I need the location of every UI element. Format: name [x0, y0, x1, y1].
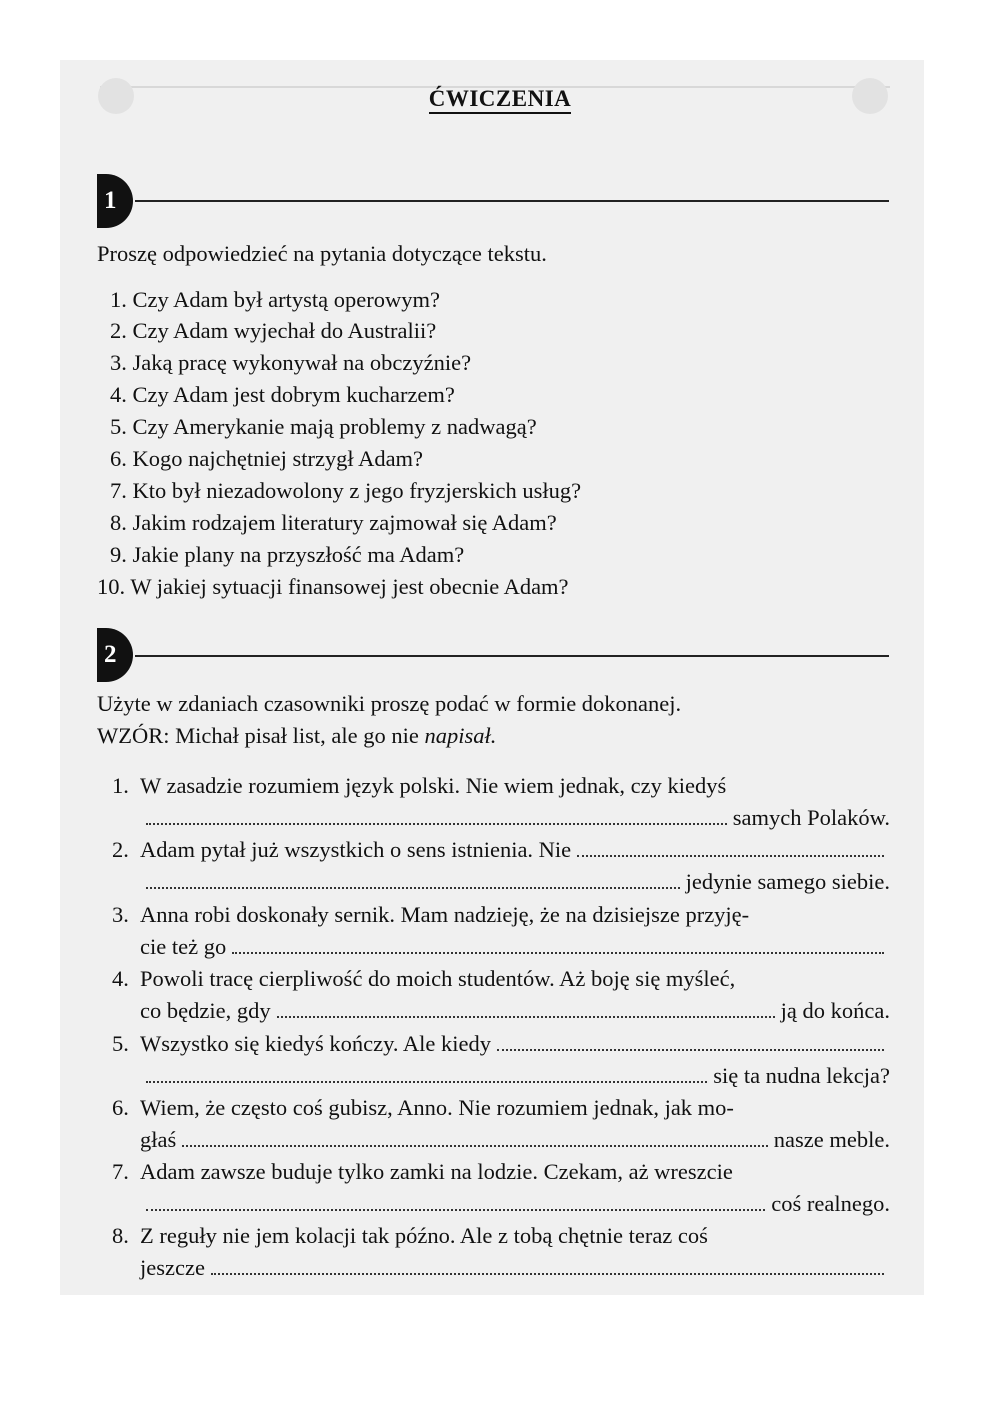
exercise-item-3: 3. Anna robi doskonały sernik. Mam nadzieję, że na dzisiejsze przyję- cie też go [112, 899, 890, 963]
example-answer: napisał. [424, 723, 497, 748]
answer-blank[interactable] [577, 835, 884, 857]
exercise-1-badge: 1 [97, 174, 133, 228]
question-7: 7. Kto był niezadowolony z jego fryzjerskich usług? [110, 478, 582, 503]
exercise-item-1: 1. W zasadzie rozumiem język polski. Nie wiem jednak, czy kiedyś samych Polaków. [112, 773, 890, 830]
answer-blank[interactable] [277, 996, 775, 1018]
answer-blank[interactable] [146, 867, 680, 889]
question-1: 1. Czy Adam był artystą operowym? [110, 287, 440, 312]
exercise-2-rule [135, 655, 889, 657]
question-8: 8. Jakim rodzajem literatury zajmował się Adam? [110, 510, 557, 535]
question-3: 3. Jaką pracę wykonywał na obczyźnie? [110, 350, 472, 375]
question-2: 2. Czy Adam wyjechał do Australii? [110, 318, 437, 343]
question-10: 10. W jakiej sytuacji finansowej jest obecnie Adam? [97, 574, 569, 599]
answer-blank[interactable] [211, 1253, 884, 1275]
exercise-item-4: 4. Powoli tracę cierpliwość do moich studentów. Aż boję się myśleć, co będzie, gdy ją do końca. [112, 966, 890, 1023]
exercise-2-instruction: Użyte w zdaniach czasowniki proszę podać w formie dokonanej. [97, 691, 682, 716]
answer-blank[interactable] [232, 932, 884, 954]
answer-blank[interactable] [146, 1189, 765, 1211]
answer-blank[interactable] [182, 1125, 768, 1147]
answer-blank[interactable] [146, 803, 727, 825]
exercise-item-5: 5. Wszystko się kiedyś kończy. Ale kiedy się ta nudna lekcja? [112, 1031, 890, 1088]
exercise-2-example: WZÓR: Michał pisał list, ale go nie napisał. [97, 723, 497, 748]
exercise-item-7: 7. Adam zawsze buduje tylko zamki na lodzie. Czekam, aż wreszcie coś realnego. [112, 1159, 890, 1216]
page-title: ĆWICZENIA [0, 86, 1000, 112]
question-9: 9. Jakie plany na przyszłość ma Adam? [110, 542, 465, 567]
question-4: 4. Czy Adam jest dobrym kucharzem? [110, 382, 455, 407]
question-5: 5. Czy Amerykanie mają problemy z nadwagą? [110, 414, 537, 439]
exercise-item-6: 6. Wiem, że często coś gubisz, Anno. Nie rozumiem jednak, jak mo- głaś nasze meble. [112, 1095, 890, 1152]
exercise-1-instruction: Proszę odpowiedzieć na pytania dotyczące tekstu. [97, 241, 547, 266]
exercise-item-8: 8. Z reguły nie jem kolacji tak późno. Ale z tobą chętnie teraz coś jeszcze [112, 1220, 890, 1284]
question-6: 6. Kogo najchętniej strzygł Adam? [110, 446, 424, 471]
answer-blank[interactable] [146, 1061, 707, 1083]
answer-blank[interactable] [497, 1029, 884, 1051]
exercise-2-badge: 2 [97, 628, 133, 682]
exercise-item-2: 2. Adam pytał już wszystkich o sens istnienia. Nie jedynie samego siebie. [112, 837, 890, 894]
exercise-1-rule [135, 200, 889, 202]
